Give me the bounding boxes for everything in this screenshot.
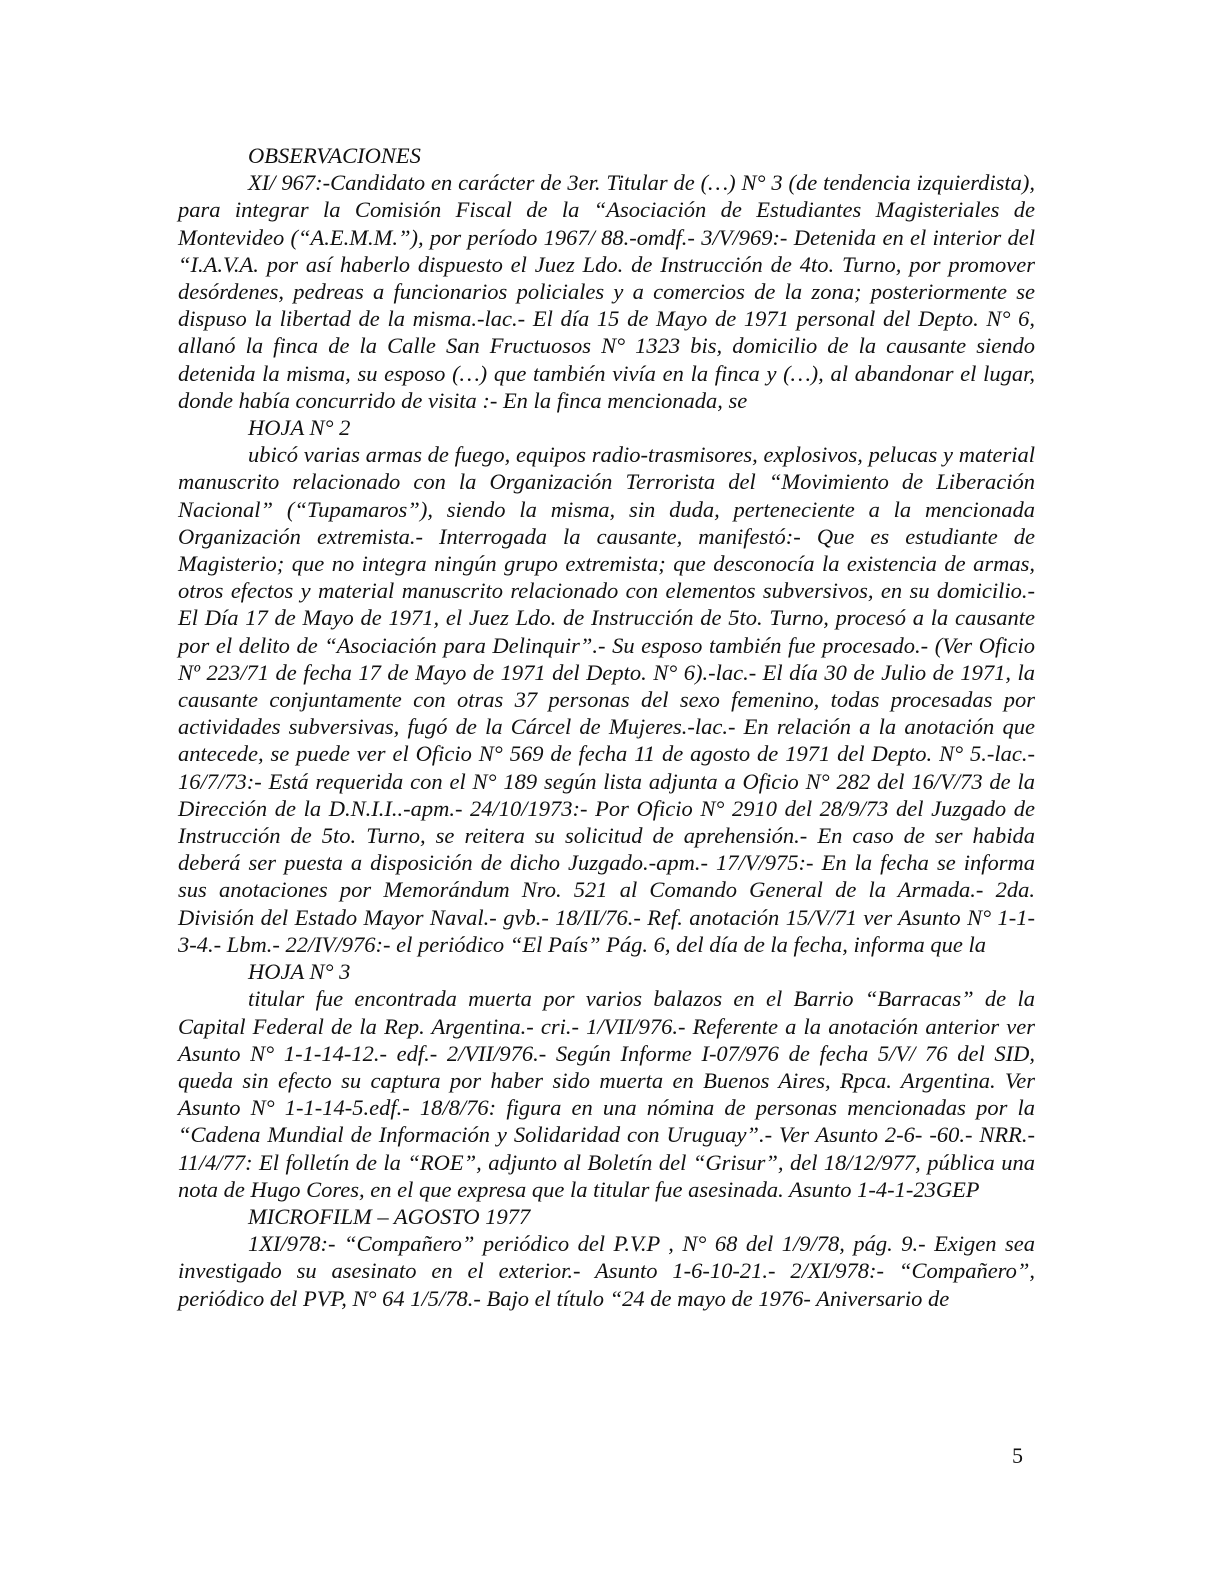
sheet-heading-3: HOJA N° 3 xyxy=(248,959,351,985)
document-body xyxy=(178,142,1035,1312)
section-heading-observaciones: OBSERVACIONES xyxy=(248,143,421,168)
paragraph-2: ubicó varias armas de fuego, equipos radio-trasmisores, explosivos, pelucas y material manuscrito relacionado con la Organización Terrorista del “Movimiento de Liberación Nacional” (“Tupamaros”), siendo la misma, sin duda, perteneciente a la mencionada Organización extremista.- Interrogada la causante, manifestó:- Que es estudiante de Magisterio; que no integra ningún grupo extremista; que desconocía la existencia de armas, otros efectos y material manuscrito relacionado con elementos subversivos, en su domicilio.- El Día 17 de Mayo de 1971, el Juez Ldo. de Instrucción de 5to. Turno, procesó a la causante por el delito de “Asociación para Delinquir”.- Su esposo también fue procesado.- (Ver Oficio Nº 223/71 de fecha 17 de Mayo de 1971 del Depto. N° 6).-lac.- El día 30 de Julio de 1971, la causante conjuntamente con otras 37 personas del sexo femenino, todas procesadas por actividades subversivas, fugó de la Cárcel de Mujeres.-lac.- En relación a la anotación que antecede, se puede ver el Oficio N° 569 de fecha 11 de agosto de 1971 del Depto. N° 5.-lac.- 16/7/73:- Está requerida con el N° 189 según lista adjunta a Oficio N° 282 del 16/V/73 de la Dirección de la D.N.I.I..-apm.- 24/10/1973:- Por Oficio N° 2910 del 28/9/73 del Juzgado de Instrucción de 5to. Turno, se reitera su solicitud de aprehensión.- En caso de ser habida deberá ser puesta a disposición de dicho Juzgado.-apm.- 17/V/975:- En la fecha se informa sus anotaciones por Memorándum Nro. 521 al Comando General de la Armada.- 2da. División del Estado Mayor Naval.- gvb.- 18/II/76.- Ref. anotación 15/V/71 ver Asunto N° 1-1-3-4.- Lbm.- 22/IV/976:- el periódico “El País” Pág. 6, del día de la fecha, informa que la xyxy=(178,442,1035,957)
microfilm-heading: MICROFILM – AGOSTO 1977 xyxy=(248,1203,531,1229)
page-number: 5 xyxy=(1012,1443,1023,1468)
paragraph-3: titular fue encontrada muerta por varios balazos en el Barrio “Barracas” de la Capital Federal de la Rep. Argentina.- cri.- 1/VII/976.- Referente a la anotación anterior ver Asunto N° 1-1-14-12.- edf.- 2/VII/976.- Según Informe I-07/976 de fecha 5/V/ 76 del SID, queda sin efecto su captura por haber sido muerta en Buenos Aires, Rpca. Argentina. Ver Asunto N° 1-1-14-5.edf.- 18/8/76: figura en una nómina de personas mencionadas por la “Cadena Mundial de Información y Solidaridad con Uruguay”.- Ver Asunto 2-6- -60.- NRR.- 11/4/77: El folletín de la “ROE”, adjunto al Boletín del “Grisur”, del 18/12/977, pública una nota de Hugo Cores, en el que expresa que la titular fue asesinada. Asunto 1-4-1-23GEP xyxy=(178,986,1035,1202)
paragraph-1: XI/ 967:-Candidato en carácter de 3er. Titular de (…) N° 3 (de tendencia izquierdista), para integrar la Comisión Fiscal de la “Asociación de Estudiantes Magisteriales de Montevideo (“A.E.M.M.”), por período 1967/ 88.-omdf.- 3/V/969:- Detenida en el interior del “I.A.V.A. por así haberlo dispuesto el Juez Ldo. de Instrucción de 4to. Turno, por promover desórdenes, pedreas a funcionarios policiales y a comercios de la zona; posteriormente se dispuso la libertad de la misma.-lac.- El día 15 de Mayo de 1971 personal del Depto. N° 6, allanó la finca de la Calle San Fructuosos N° 1323 bis, domicilio de la causante siendo detenida la misma, su esposo (…) que también vivía en la finca y (…), al abandonar el lugar, donde había concurrido de visita :- En la finca mencionada, se xyxy=(178,170,1035,413)
sheet-heading-2: HOJA N° 2 xyxy=(248,415,351,441)
paragraph-4: 1XI/978:- “Compañero” periódico del P.V.P , N° 68 del 1/9/78, pág. 9.- Exigen sea investigado su asesinato en el exterior.- Asunto 1-6-10-21.- 2/XI/978:- “Compañero”, periódico del PVP, N° 64 1/5/78.- Bajo el título “24 de mayo de 1976- Aniversario de xyxy=(178,1231,1035,1311)
